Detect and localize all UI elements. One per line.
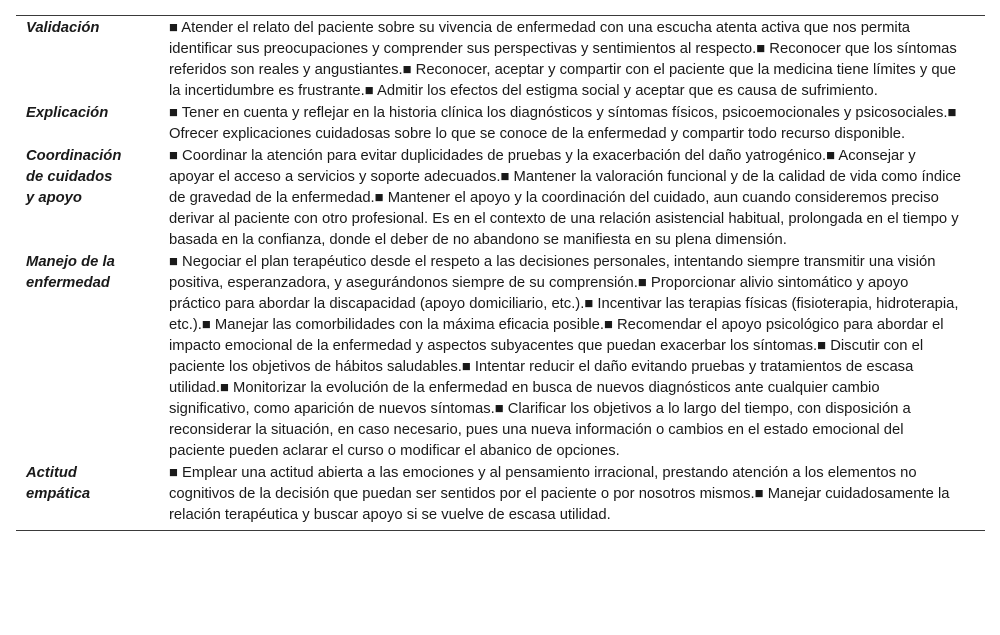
category-label: Validación	[26, 20, 100, 36]
description-text: ■ Coordinar la atención para evitar duplicidades de pruebas y la exacerbación del daño yatrogénico.■ Aconsejar y apoyar el acceso a servicios y soporte adecuados.■ Mantener la valoración funcional y de la calidad de vida como índice de gravedad de la enfermedad.■ Mantener el apoyo y la coordinación del cuidado, aun cuando consideremos preciso derivar al paciente con otro profesional. Es en el contexto de una relación asistencial habitual, prolongada en el tiempo y basada en la confianza, donde el deber de no abandono se manifiesta en su plena dimensión.	[169, 148, 961, 248]
category-label: Coordinación de cuidados y apoyo	[26, 148, 122, 206]
category-label: Manejo de la enfermedad	[26, 254, 115, 291]
table-row	[16, 16, 985, 103]
table-row	[16, 146, 985, 252]
table	[16, 16, 985, 530]
category-label: Actitud empática	[26, 465, 91, 502]
recommendations-table	[16, 15, 985, 531]
table-row	[16, 103, 985, 146]
category-label: Explicación	[26, 105, 109, 121]
table-row	[16, 463, 985, 530]
table-row	[16, 252, 985, 463]
description-text: ■ Emplear una actitud abierta a las emociones y al pensamiento irracional, prestando atención a los elementos no cognitivos de la decisión que puedan ser sentidos por el paciente o por nosotros mismos.■ Manejar cuidadosamente la relación terapéutica y buscar apoyo si se vuelve de escasa utilidad.	[169, 465, 950, 523]
description-text: ■ Atender el relato del paciente sobre su vivencia de enfermedad con una escucha atenta activa que nos permita identificar sus preocupaciones y comprender sus perspectivas y sentimientos al respecto.■ Reconocer que los síntomas referidos son reales y angustiantes.■ Reconocer, aceptar y compartir con el paciente que la medicina tiene límites y que la incertidumbre es frustrante.■ Admitir los efectos del estigma social y aceptar que es causa de sufrimiento.	[169, 20, 957, 99]
description-text: ■ Tener en cuenta y reflejar en la historia clínica los diagnósticos y síntomas físicos, psicoemocionales y psicosociales.■ Ofrecer explicaciones cuidadosas sobre lo que se conoce de la enfermedad y compartir todo recurso disponible.	[169, 105, 957, 142]
description-text: ■ Negociar el plan terapéutico desde el respeto a las decisiones personales, intentando siempre transmitir una visión positiva, esperanzadora, y asegurándonos siempre de su comprensión.■ Proporcionar alivio sintomático y apoyo práctico para abordar la discapacidad (apoyo domiciliario, etc.).■ Incentivar las terapias físicas (fisioterapia, hidroterapia, etc.).■ Manejar las comorbilidades con la máxima eficacia posible.■ Recomendar el apoyo psicológico para abordar el impacto emocional de la enfermedad y aspectos subyacentes que puedan exacerbar los síntomas.■ Discutir con el paciente los objetivos de hábitos saludables.■ Intentar reducir el daño evitando pruebas y tratamientos de escasa utilidad.■ Monitorizar la evolución de la enfermedad en busca de nuevos diagnósticos ante cualquier cambio significativo, como aparición de nuevos síntomas.■ Clarificar los objetivos a lo largo del tiempo, con disposición a reconsiderar la situación, en caso necesario, pues una nueva información o cambios en el estado emocional del paciente pueden aclarar el curso o modificar el abanico de opciones.	[169, 254, 959, 459]
